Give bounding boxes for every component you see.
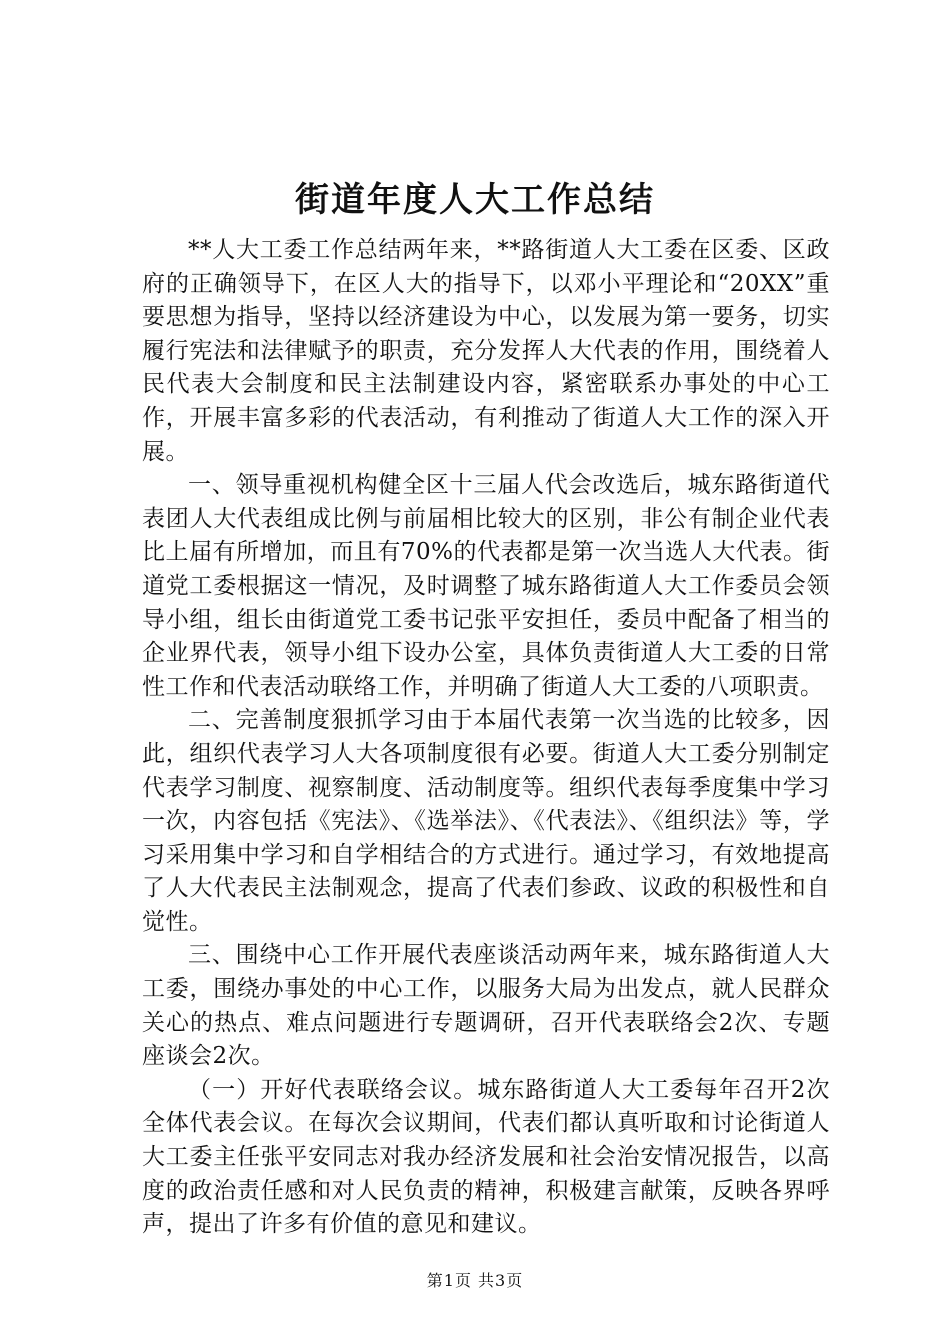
document-title: 街道年度人大工作总结 bbox=[295, 180, 655, 220]
page-number-footer: 第1页 共3页 bbox=[426, 1271, 524, 1290]
paragraph-section-3: 三、围绕中心工作开展代表座谈活动两年来，城东路街道人大工委，围绕办事处的中心工作，以服务大局为出发点，就人民群众关心的热点、难点问题进行专题调研，召开代表联络会2次、专题座谈会2次。 bbox=[142, 942, 830, 1070]
paragraph-section-1: 一、领导重视机构健全区十三届人代会改选后，城东路街道代表团人大代表组成比例与前届相比较大的区别，非公有制企业代表比上届有所增加，而且有70%的代表都是第一次当选人大代表。街道党工委根据这一情况，及时调整了城东路街道人大工作委员会领导小组，组长由街道党工委书记张平安担任，委员中配备了相当的企业界代表，领导小组下设办公室，具体负责街道人大工委的日常性工作和代表活动联络工作，并明确了街道人大工委的八项职责。 bbox=[142, 472, 830, 700]
paragraph-subsection-1: （一）开好代表联络会议。城东路街道人大工委每年召开2次全体代表会议。在每次会议期间，代表们都认真听取和讨论街道人大工委主任张平安同志对我办经济发展和社会治安情况报告，以高度的政治责任感和对人民负责的精神，积极建言献策，反映各界呼声，提出了许多有价值的意见和建议。 bbox=[142, 1076, 830, 1238]
document-body bbox=[142, 234, 830, 1242]
paragraph-intro: **人大工委工作总结两年来，**路街道人大工委在区委、区政府的正确领导下，在区人大的指导下，以邓小平理论和“20XX”重要思想为指导，坚持以经济建设为中心，以发展为第一要务，切实履行宪法和法律赋予的职责，充分发挥人大代表的作用，围绕着人民代表大会制度和民主法制建设内容，紧密联系办事处的中心工作，开展丰富多彩的代表活动，有利推动了街道人大工作的深入开展。 bbox=[142, 237, 830, 465]
paragraph-section-2: 二、完善制度狠抓学习由于本届代表第一次当选的比较多，因此，组织代表学习人大各项制度很有必要。街道人大工委分别制定代表学习制度、视察制度、活动制度等。组织代表每季度集中学习一次，内容包括《宪法》、《选举法》、《代表法》、《组织法》等，学习采用集中学习和自学相结合的方式进行。通过学习，有效地提高了人大代表民主法制观念，提高了代表们参政、议政的积极性和自觉性。 bbox=[142, 707, 830, 935]
